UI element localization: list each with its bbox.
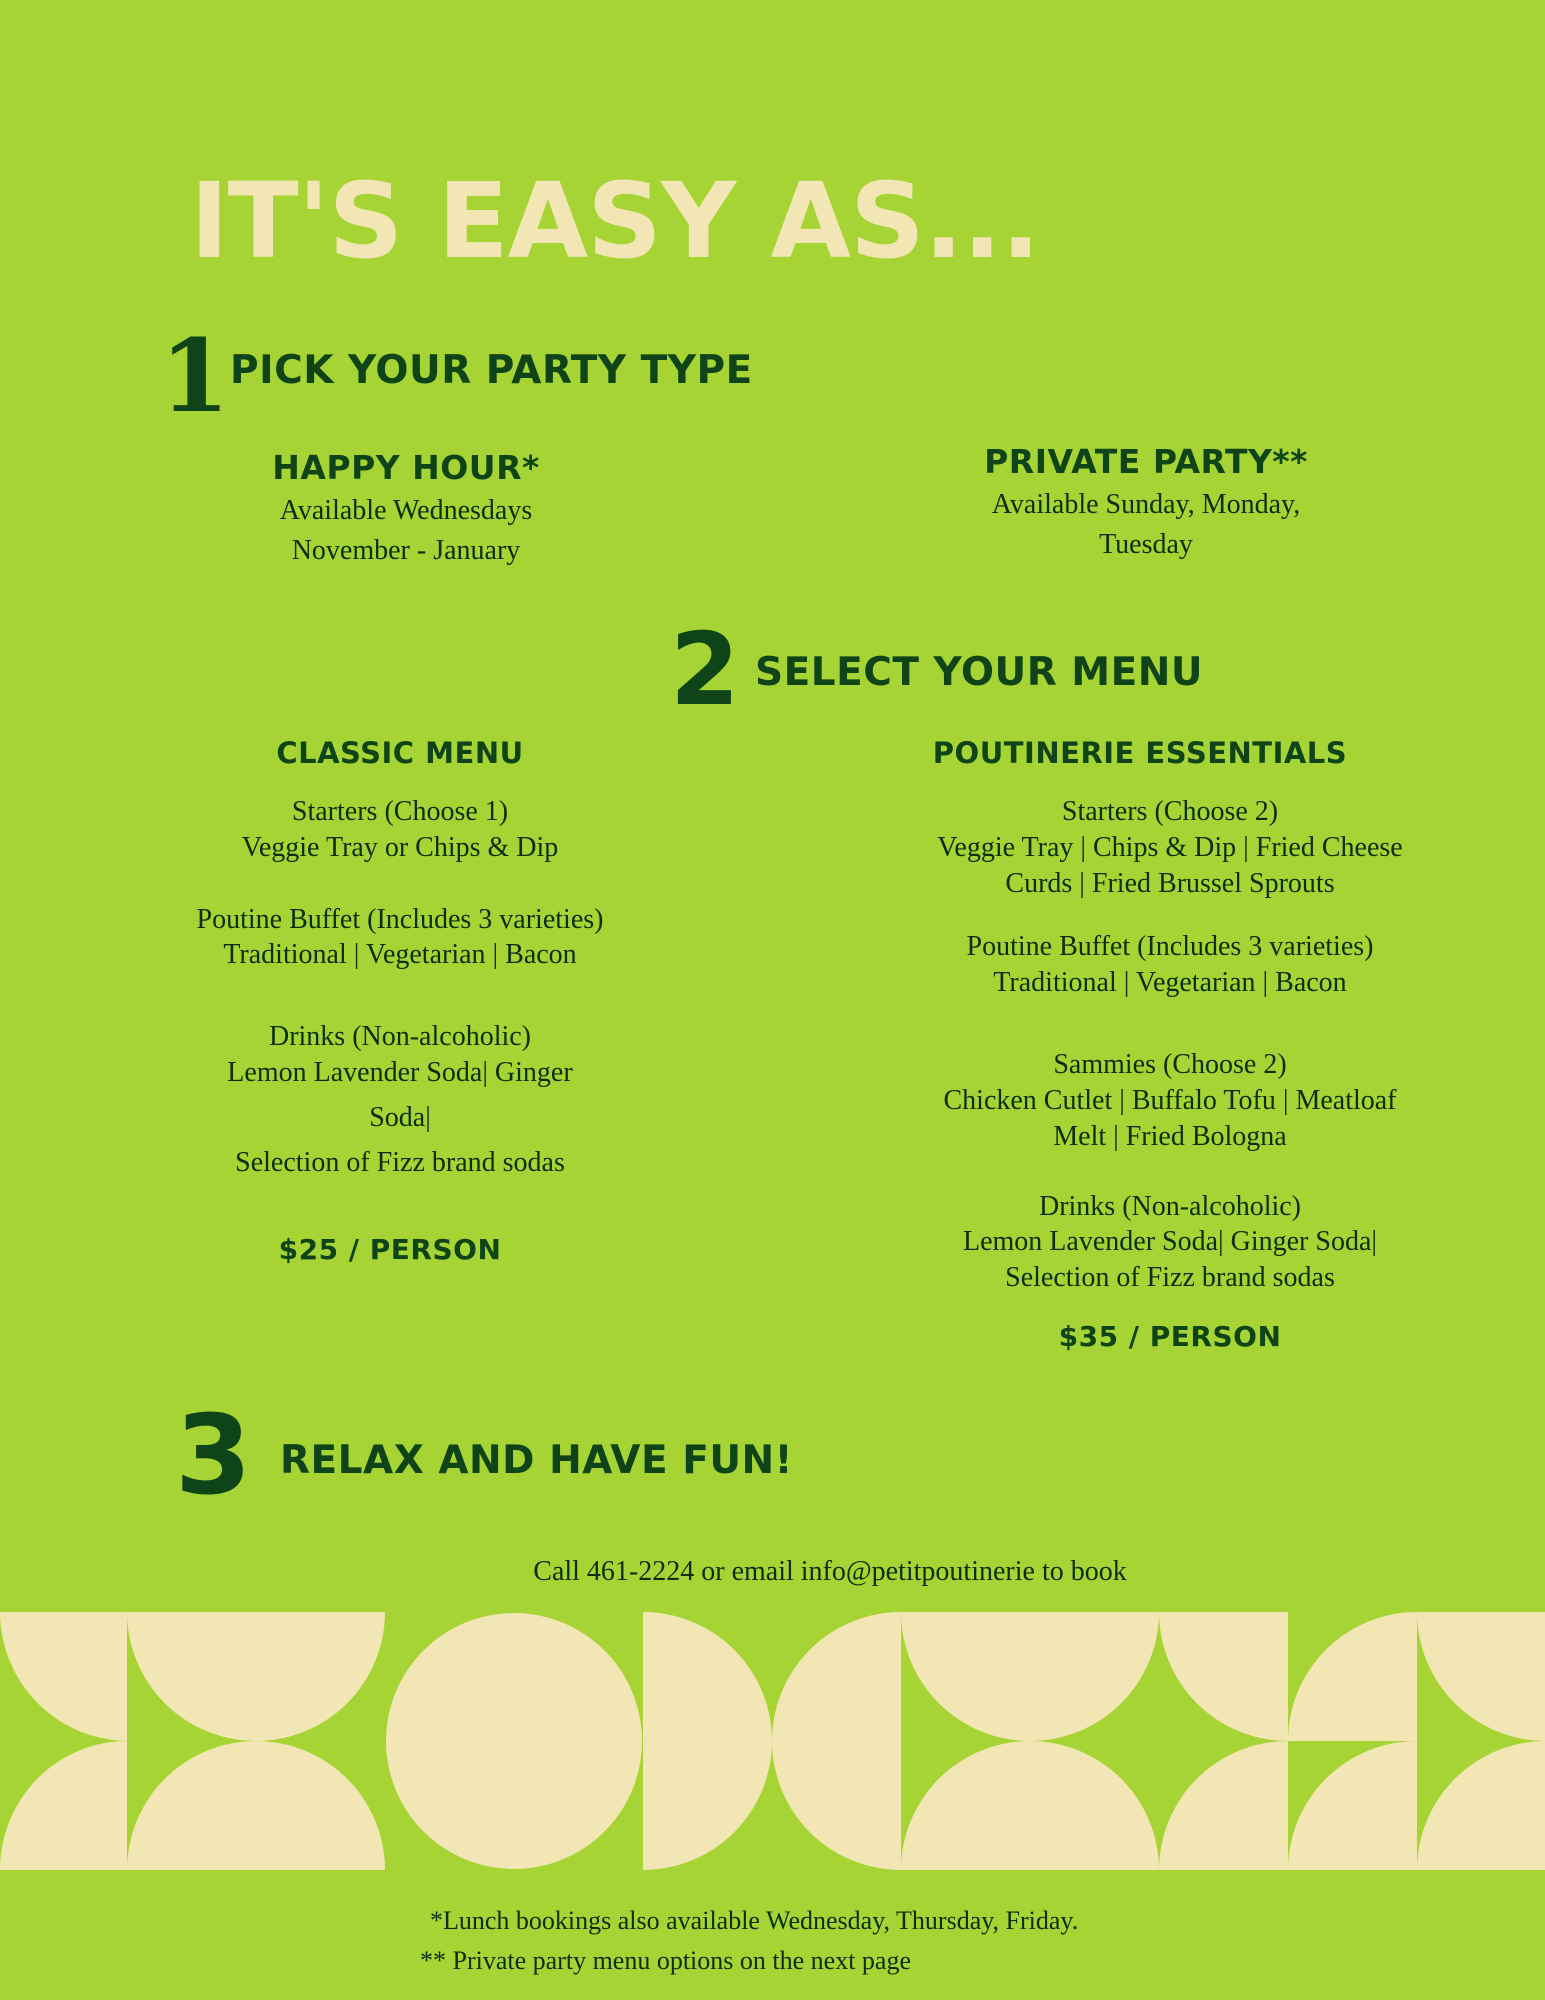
decorative-pattern (0, 1612, 1545, 1870)
footnote-private: ** Private party menu options on the next page (420, 1946, 912, 1975)
step-1-number: 1 (160, 317, 230, 435)
classic-starters-title: Starters (Choose 1) (291, 796, 509, 827)
classic-drinks-line3: Selection of Fizz brand sodas (235, 1146, 565, 1178)
booking-info: Call 461-2224 or email info@petitpoutinerie to book (533, 1556, 1127, 1587)
classic-drinks-line1: Lemon Lavender Soda| Ginger (227, 1057, 573, 1089)
classic-menu-heading: CLASSIC MENU (276, 736, 524, 770)
happy-hour-heading: HAPPY HOUR* (272, 448, 540, 487)
essentials-sammies-title: Sammies (Choose 2) (1053, 1049, 1287, 1081)
happy-hour-line1: Available Wednesdays (279, 495, 533, 526)
pattern-shape (127, 1741, 385, 1870)
pattern-shape (0, 1741, 127, 1870)
essentials-sammies-line2: Melt | Fried Bologna (1053, 1120, 1287, 1152)
pattern-shape (1288, 1612, 1417, 1741)
step-2-number: 2 (670, 611, 740, 728)
essentials-starters-title: Starters (Choose 2) (1061, 796, 1279, 827)
pattern-shape (1159, 1741, 1288, 1870)
classic-price: $25 / PERSON (278, 1232, 502, 1266)
pattern-shape (386, 1613, 642, 1869)
classic-drinks-title: Drinks (Non-alcoholic) (268, 1021, 532, 1053)
essentials-sammies-line1: Chicken Cutlet | Buffalo Tofu | Meatloaf (943, 1084, 1397, 1116)
happy-hour-line2: November - January (291, 534, 521, 566)
pattern-shape (901, 1612, 1159, 1741)
classic-drinks-line2: Soda| (369, 1101, 431, 1133)
essentials-starters-line1: Veggie Tray | Chips & Dip | Fried Cheese (937, 831, 1403, 863)
pattern-shape (901, 1741, 1159, 1870)
private-party-line2: Tuesday (1099, 528, 1193, 560)
essentials-drinks-line2: Selection of Fizz brand sodas (1005, 1262, 1335, 1294)
pattern-shape (772, 1612, 901, 1870)
essentials-menu-block (880, 736, 1460, 1353)
private-party-heading: PRIVATE PARTY** (984, 442, 1308, 481)
classic-starters-items: Veggie Tray or Chips & Dip (241, 831, 559, 863)
pattern-shape (1159, 1612, 1288, 1741)
step-3-label: RELAX AND HAVE FUN! (280, 1438, 793, 1483)
step-1-label: PICK YOUR PARTY TYPE (230, 348, 753, 393)
pattern-shape (1417, 1741, 1545, 1870)
private-party-line1: Available Sunday, Monday, (991, 489, 1301, 520)
step-2-label: SELECT YOUR MENU (755, 650, 1204, 695)
classic-buffet-items: Traditional | Vegetarian | Bacon (223, 939, 577, 971)
essentials-drinks-title: Drinks (Non-alcoholic) (1038, 1190, 1302, 1222)
page-title: IT'S EASY AS... (190, 160, 1040, 282)
essentials-price: $35 / PERSON (1058, 1320, 1282, 1354)
pattern-shape (643, 1612, 772, 1870)
essentials-buffet-title: Poutine Buffet (Includes 3 varieties) (966, 931, 1374, 963)
essentials-drinks-line1: Lemon Lavender Soda| Ginger Soda| (963, 1226, 1377, 1258)
pattern-shape (1288, 1741, 1417, 1870)
step-3-number: 3 (175, 1391, 252, 1519)
happy-hour-block (206, 448, 606, 569)
pattern-shape (127, 1612, 385, 1741)
classic-menu-block (140, 736, 660, 1266)
essentials-buffet-items: Traditional | Vegetarian | Bacon (993, 967, 1347, 999)
private-party-block (946, 442, 1346, 563)
footnote-lunch: *Lunch bookings also available Wednesday, Thursday, Friday. (430, 1906, 1079, 1935)
classic-buffet-title: Poutine Buffet (Includes 3 varieties) (196, 903, 604, 935)
pattern-shape (0, 1612, 127, 1741)
essentials-starters-line2: Curds | Fried Brussel Sprouts (1005, 867, 1335, 899)
pattern-shape (1417, 1612, 1545, 1741)
essentials-menu-heading: POUTINERIE ESSENTIALS (932, 736, 1348, 770)
